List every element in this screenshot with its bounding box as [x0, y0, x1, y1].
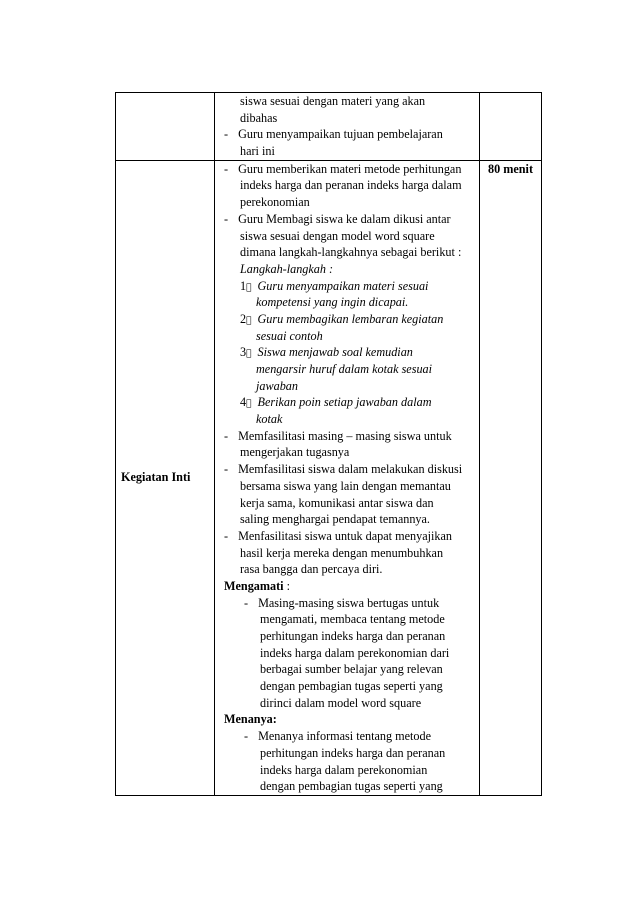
- section-heading: Mengamati :: [224, 578, 291, 593]
- box-glyph: [246, 282, 249, 293]
- activity-label-cell: [116, 93, 215, 161]
- step-item: 3 Siswa menjawab soal kemudian: [240, 345, 411, 360]
- step-item: 2 Guru membagikan lembaran kegiatan: [240, 311, 441, 326]
- activity-label-cell: Kegiatan Inti: [116, 160, 215, 795]
- activity-description-cell: [215, 93, 480, 161]
- time-cell: 80 menit: [480, 160, 542, 795]
- text-line: siswa sesuai dengan materi yang akan: [240, 94, 426, 108]
- table-row: [116, 160, 542, 795]
- lesson-plan-table: [115, 92, 542, 796]
- dash-bullet: -: [224, 127, 229, 142]
- text-line: hari ini: [240, 144, 275, 159]
- list-item: - Masing-masing siswa bertugas untuk: [244, 595, 440, 610]
- list-item: - Menfasilitasi siswa untuk dapat menyajikan: [224, 528, 452, 543]
- step-item: 4 Berikan poin setiap jawaban dalam: [240, 395, 429, 410]
- list-item: - Memfasilitasi siswa dalam melakukan diskusi: [224, 462, 463, 477]
- list-item: - Guru menyampaikan tujuan pembelajaran: [224, 127, 443, 142]
- table-row: [116, 93, 542, 161]
- text-line: dibahas: [240, 110, 278, 125]
- list-item: - Guru memberikan materi metode perhitungan: [224, 161, 462, 176]
- list-item: - Menanya informasi tentang metode: [244, 729, 432, 744]
- list-item: - Memfasilitasi masing – masing siswa untuk: [224, 428, 452, 443]
- activity-description-cell: - Guru memberikan materi metode perhitungan indeks harga dan peranan indeks harga dalam perekonomian - Guru Membagi siswa ke dalam dikusi antar siswa sesuai dengan model word square dimana langkah-langkahnya sebagai berikut : Langkah-langkah : 1 Guru menyampaikan materi sesuai kompetensi yang ingin dicapai. 2 Guru membagikan lembaran kegiatan sesuai contoh 3 Siswa menjawab soal kemudian mengarsir huruf dalam kotak sesuai jawaban 4 Berikan poin setiap jawaban dalam kotak - Memfasilitasi masing – masing siswa untuk mengerjakan tugasnya - Memfasilitasi siswa dalam melakukan diskusi bersama siswa yang lain dengan memantau kerja sama, komunikasi antar siswa dan saling menghargai pendapat temannya. - Menfasilitasi siswa untuk dapat menyajikan hasil kerja mereka dengan menumbuhkan rasa bangga dan percaya diri. Mengamati : - Masing-masing siswa bertugas untuk mengamati, membaca tentang metode perhitungan indeks harga dan peranan indeks harga dalam perekonomian dari berbagai sumber belajar yang relevan dengan pembagian tugas seperti yang dirinci dalam model word square Menanya: - Menanya informasi tentang metode perhitungan indeks harga dan peranan indeks harga dalam perekonomian dengan pembagian tugas seperti yang: [215, 160, 480, 795]
- list-item: - Guru Membagi siswa ke dalam dikusi antar: [224, 211, 451, 226]
- time-cell: [480, 93, 542, 161]
- section-heading: Menanya:: [224, 712, 277, 727]
- step-item: 1 Guru menyampaikan materi sesuai: [240, 278, 426, 293]
